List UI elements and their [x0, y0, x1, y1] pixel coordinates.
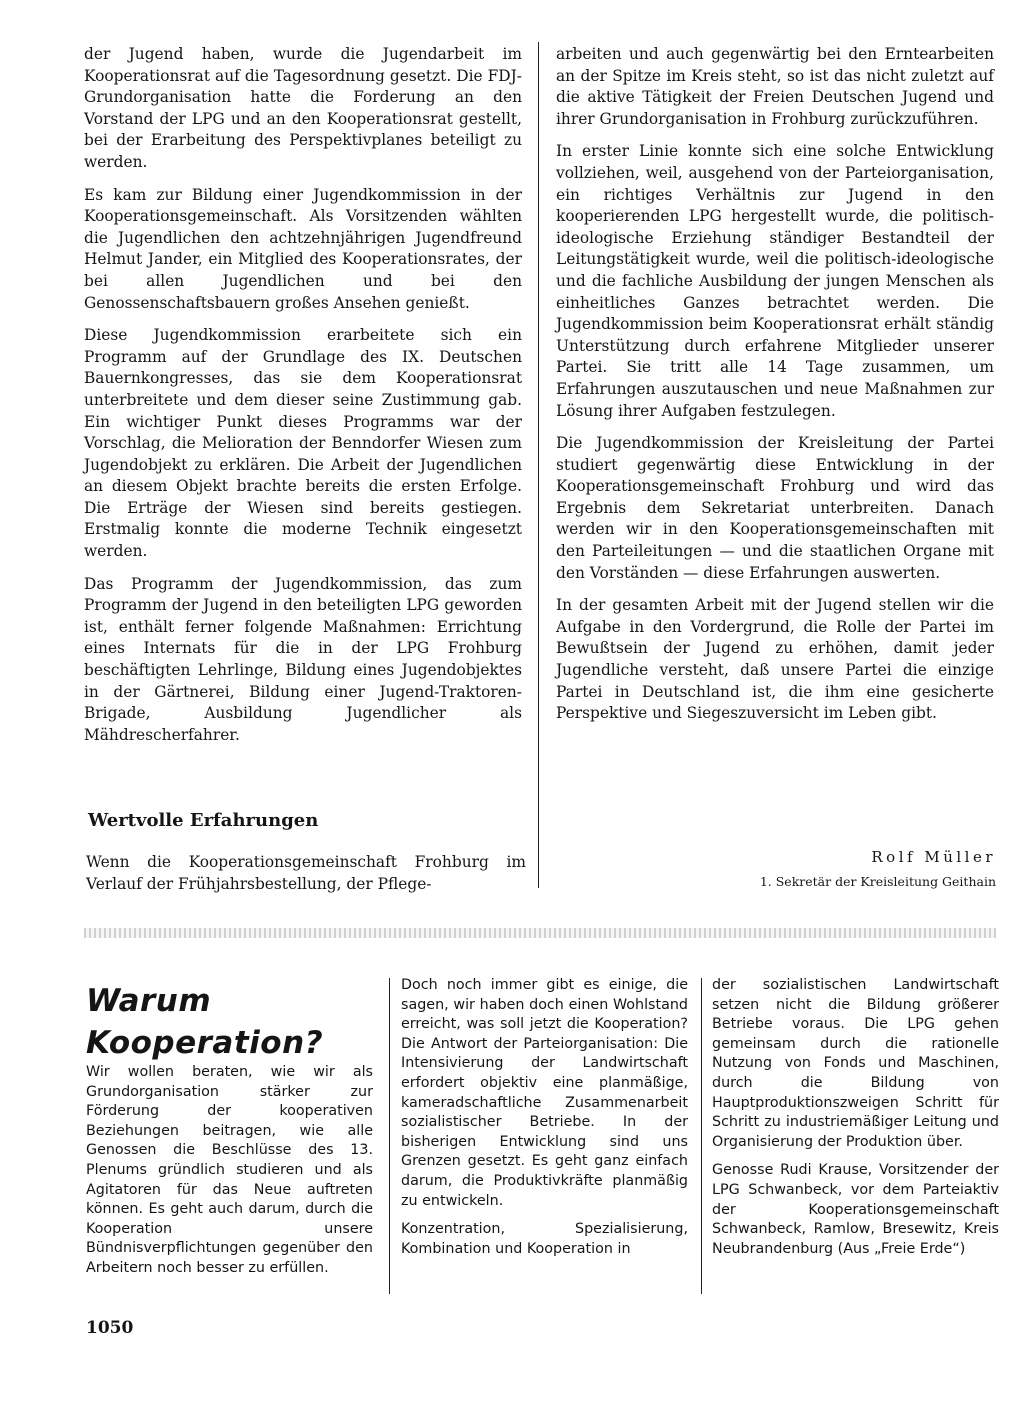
paragraph: Genosse Rudi Krause, Vorsitzender der LPG Schwanbeck, vor dem Parteiaktiv der Kooperationsgemeinschaft Schwanbeck, Ramlow, Bresewitz, Kreis Neubrandenburg (Aus „Freie Erde“) [712, 1162, 999, 1257]
article-title [86, 980, 323, 1064]
signature [640, 848, 996, 889]
column-divider [538, 42, 539, 888]
section-heading: Wertvolle Erfahrungen [88, 810, 319, 831]
paragraph: Wenn die Kooperationsgemeinschaft Frohburg im Verlauf der Frühjahrsbestellung, der Pflege- [86, 853, 526, 893]
bottom-article-column-3 [712, 976, 999, 1268]
article-title-line: Kooperation? [86, 1025, 324, 1061]
author-title: 1. Sekretär der Kreisleitung Geithain [759, 874, 996, 889]
paragraph: Das Programm der Jugendkommission, das zum Programm der Jugend in den beteiligten LPG geworden ist, enthält ferner folgende Maßnahmen: Errichtung eines Internats für die in der LPG Frohburg beschäftigten Lehrlinge, Bildung eines Jugendobjektes in der Gärtnerei, Bildung einer Jugend-Traktoren-Brigade, Ausbildung Jugendlicher als Mähdrescherfahrer. [84, 574, 522, 744]
paragraph: der sozialistischen Landwirtschaft setzen nicht die Bildung größerer Betriebe voraus. Die LPG gehen gemeinsam durch die rationelle Nutzung von Fonds und Maschinen, durch die Bildung von Hauptproduktionszweigen Schritt für Schritt zu industriemäßiger Leitung und Organisierung der Produktion über. [712, 977, 999, 1150]
article-title-line: Warum [86, 983, 212, 1019]
paragraph: In der gesamten Arbeit mit der Jugend stellen wir die Aufgabe in den Vordergrund, die Rolle der Partei im Bewußtsein der Jugend zu erhöhen, damit jeder Jugendliche versteht, daß unsere Partei die einzige Partei in Deutschland ist, die ihm eine gesicherte Perspektive und Siegeszuversicht im Leben gibt. [556, 596, 994, 723]
author-name: Rolf Müller [871, 848, 996, 866]
page-number: 1050 [86, 1318, 134, 1338]
paragraph: Diese Jugendkommission erarbeitete sich ein Programm auf der Grundlage des IX. Deutschen Bauernkongresses, das sie dem Kooperationsrat unterbreitete und dem dieser seine Zustimmung gab. Ein wichtiger Punkt dieses Programms war der Vorschlag, die Melioration der Benndorfer Wiesen zum Jugendobjekt zu erklären. Die Arbeit der Jugendlichen an diesem Objekt brachte bereits die ersten Erfolge. Die Erträge der Wiesen sind bereits gestiegen. Erstmalig konnte die moderne Technik eingesetzt werden. [84, 326, 522, 561]
section-separator [84, 928, 996, 938]
paragraph: Wir wollen beraten, wie wir als Grundorganisation stärker zur Förderung der kooperativen Beziehungen beitragen, wie alle Genossen die Beschlüsse des 13. Plenums gründlich studieren und als Agitatoren für das Neue auftreten können. Es geht auch darum, durch die Kooperation unsere Bündnisverpflichtungen gegenüber den Arbeitern noch besser zu erfüllen. [86, 1064, 373, 1276]
paragraph: der Jugend haben, wurde die Jugendarbeit im Kooperationsrat auf die Tagesordnung gesetzt. Die FDJ-Grundorganisation hatte die Forderung an den Vorstand der LPG und an den Kooperationsrat gestellt, bei der Erarbeitung des Perspektivplanes beteiligt zu werden. [84, 45, 522, 171]
paragraph: arbeiten und auch gegenwärtig bei den Erntearbeiten an der Spitze im Kreis steht, so ist das nicht zuletzt auf die aktive Tätigkeit der Freien Deutschen Jugend und ihrer Grundorganisation in Frohburg zurückzuführen. [556, 45, 994, 128]
top-article-left-continuation [86, 852, 526, 906]
paragraph: Die Jugendkommission der Kreisleitung der Partei studiert gegenwärtig diese Entwicklung in der Kooperationsgemeinschaft Frohburg und wird das Ergebnis dem Sekretariat unterbreiten. Danach werden wir in den Kooperationsgemeinschaften mit den Parteileitungen — und die staatlichen Organe mit den Vorständen — diese Erfahrungen auswerten. [556, 434, 994, 582]
paragraph: Konzentration, Spezialisierung, Kombination und Kooperation in [401, 1221, 688, 1257]
column-divider [701, 978, 702, 1294]
paragraph: Doch noch immer gibt es einige, die sagen, wir haben doch einen Wohlstand erreicht, was soll jetzt die Kooperation? Die Antwort der Parteiorganisation: Die Intensivierung der Landwirtschaft erfordert objektiv eine planmäßige, kameradschaftliche Zusammenarbeit sozialistischer Betriebe. In der bisherigen Entwicklung sind uns Grenzen gesetzt. Es geht ganz einfach darum, die Produktivkräfte planmäßig zu entwickeln. [401, 977, 688, 1209]
top-article-left-column [84, 44, 522, 757]
bottom-article-column-1 [86, 1063, 373, 1288]
bottom-article-column-2 [401, 976, 688, 1268]
column-divider [389, 978, 390, 1294]
top-article-right-column [556, 44, 994, 736]
paragraph: In erster Linie konnte sich eine solche Entwicklung vollziehen, weil, ausgehend von der Parteiorganisation, ein richtiges Verhältnis zur Jugend in den kooperierenden LPG hergestellt wurde, die politisch-ideologische Erziehung ständiger Bestandteil der Leitungstätigkeit wurde, weil die politisch-ideologische und die fachliche Ausbildung der jungen Menschen als einheitliches Ganzes betrachtet werden. Die Jugendkommission beim Kooperationsrat erhält ständig Unterstützung durch erfahrene Mitglieder unserer Partei. Sie tritt alle 14 Tage zusammen, um Erfahrungen auszutauschen und neue Maßnahmen zur Lösung ihrer Aufgaben festzulegen. [556, 142, 994, 420]
paragraph: Es kam zur Bildung einer Jugendkommission in der Kooperationsgemeinschaft. Als Vorsitzenden wählten die Jugendlichen den achtzehnjährigen Jugendfreund Helmut Jander, ein Mitglied des Kooperationsrates, der bei allen Jugendlichen und bei den Genossenschaftsbauern großes Ansehen genießt. [84, 185, 522, 312]
